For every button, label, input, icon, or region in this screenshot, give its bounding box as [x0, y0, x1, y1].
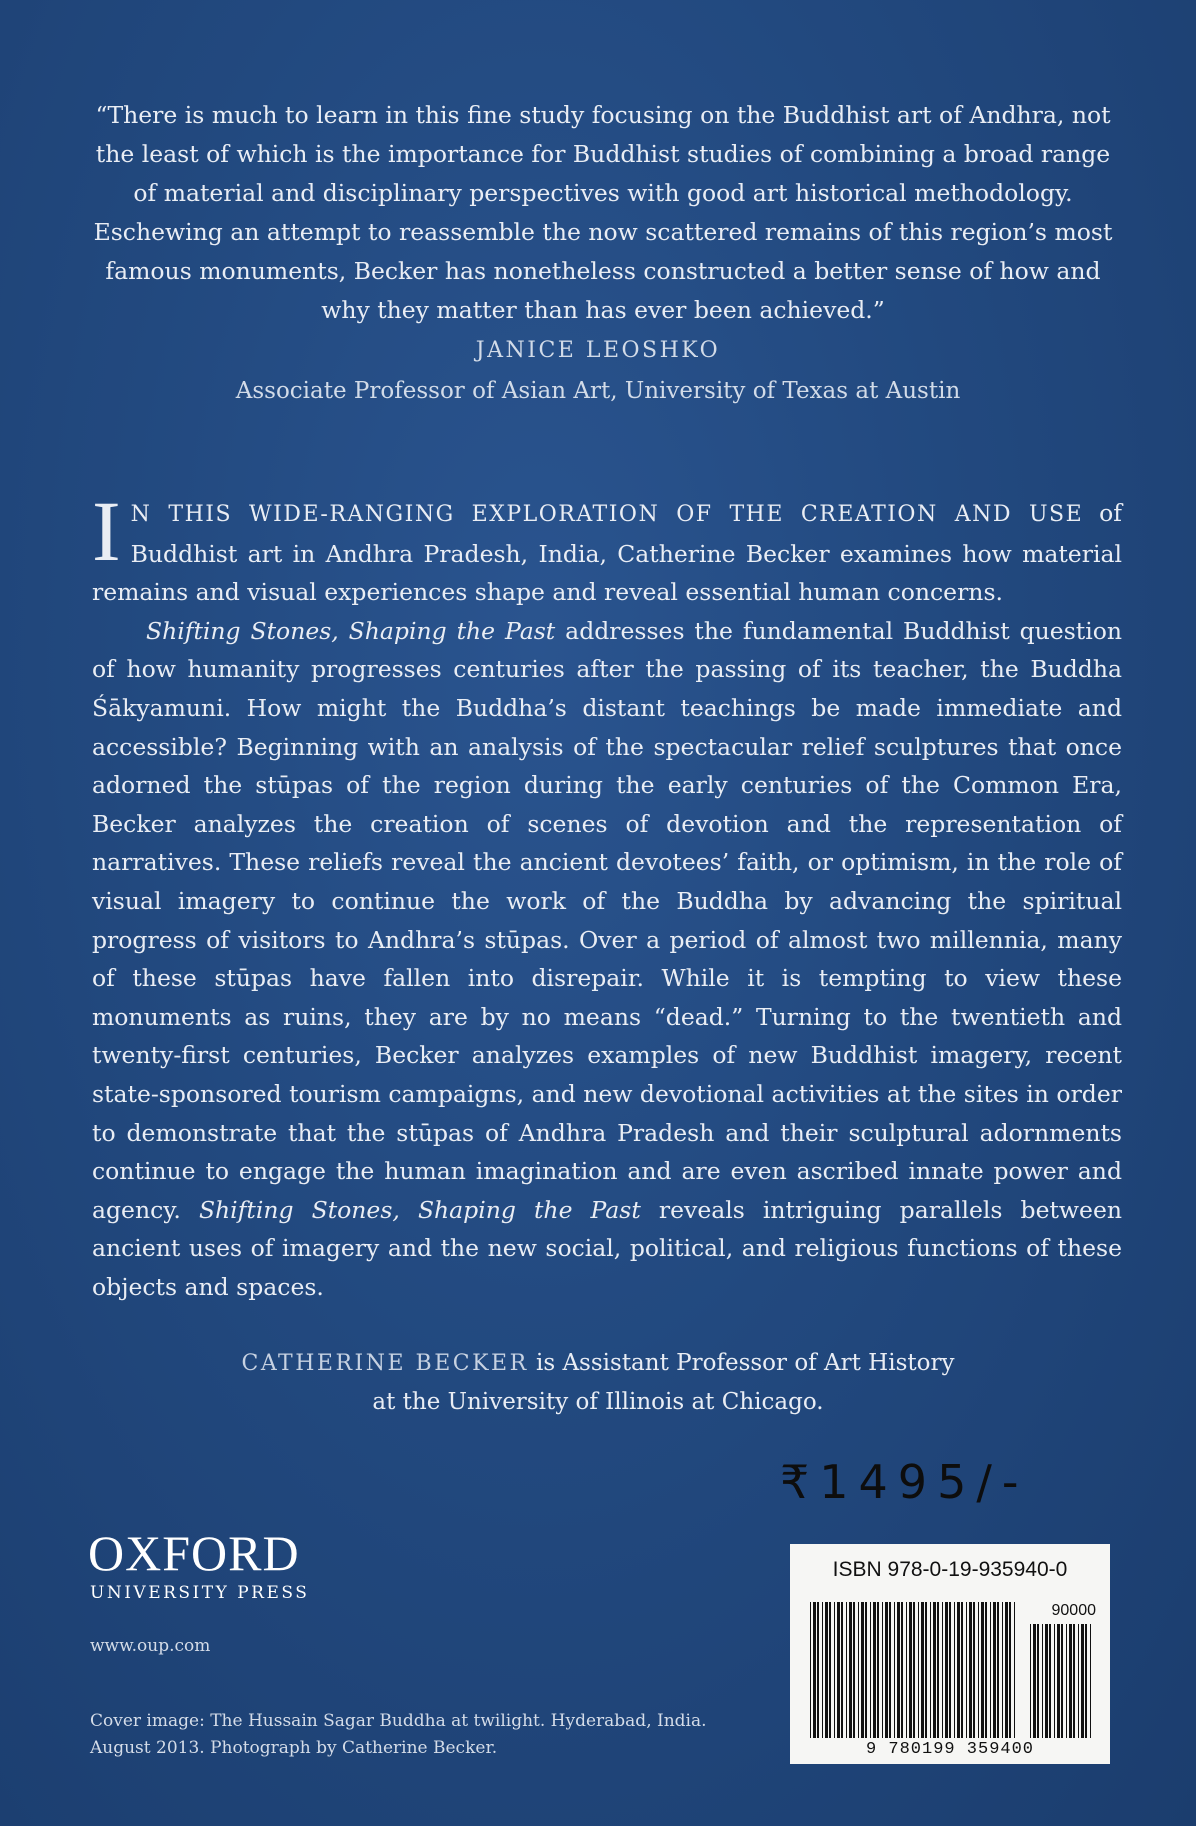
book-title-italic: Shifting Stones, Shaping the Past — [146, 616, 556, 645]
description-paragraph-1 — [92, 483, 1122, 612]
drop-cap: I — [92, 483, 121, 579]
description-lead: N THIS WIDE-RANGING EXPLORATION OF THE CREATION AND USE — [130, 502, 1084, 527]
description-para2-text-a: addresses the fundamental Buddhist question of how humanity progresses centuries after the passing of its teacher, the Buddha Śākyamuni. How might the Buddha’s distant teachings be made immediate and accessible? Beginning with an analysis of the spectacular relief sculptures that once adorned the stūpas of the region during the early centuries of the Common Era, Becker analyzes the creation of scenes of devotion and the representation of narratives. These reliefs reveal the ancient devotees’ faith, or optimism, in the role of visual imagery to continue the work of the Buddha by advancing the spiritual progress of visitors to Andhra’s stūpas. Over a period of almost two millennia, many of these stūpas have fallen into disrepair. While it is tempting to view these monuments as ruins, they are by no means “dead.” Turning to the twentieth and twenty-first centuries, Becker analyzes examples of new Buddhist imagery, recent state-sponsored tourism campaigns, and new devotional activities at the sites in order to demonstrate that the stūpas of Andhra Pradesh and their sculptural adornments continue to engage the human imagination and are even ascribed innate power and agency. — [92, 616, 1123, 1224]
addon-barcode-icon — [1028, 1624, 1094, 1738]
publisher-website[interactable]: www.oup.com — [90, 1636, 211, 1656]
description-para1-text: of Buddhist art in Andhra Pradesh, India, Catherine Becker examines how material remains and visual experiences shape and reveal essential human concerns. — [92, 499, 1122, 607]
author-bio-line-1 — [0, 1344, 1196, 1383]
endorsement-quote: “There is much to learn in this fine study focusing on the Buddhist art of Andhra, not the least of which is the importance for Buddhist studies of combining a broad range of material and disciplinary perspectives with good art historical methodology. Eschewing an attempt to reassemble the now scattered remains of this region’s most famous monuments, Becker has nonetheless constructed a better sense of how and why they matter than has ever been achieved.” — [93, 101, 1113, 324]
barcode-digits: 9 780199 359400 — [865, 1740, 1035, 1759]
author-bio — [0, 1344, 1196, 1422]
oxford-logo: OXFORD — [88, 1525, 300, 1581]
description-para2-text-b: reveals intriguing parallels between ancient uses of imagery and the new social, political, and religious functions of these objects and spaces. — [92, 1195, 1123, 1301]
handwritten-price: ₹1495/- — [780, 1455, 1029, 1509]
book-title-italic-2: Shifting Stones, Shaping the Past — [198, 1195, 641, 1224]
cover-credit — [90, 1708, 730, 1762]
barcode-panel — [790, 1544, 1110, 1764]
author-bio-line-2: at the University of Illinois at Chicago. — [372, 1389, 824, 1415]
author-bio-rest: is Assistant Professor of Art History — [528, 1350, 955, 1376]
isbn-label: ISBN 978-0-19-935940-0 — [832, 1558, 1068, 1581]
author-name: CATHERINE BECKER — [241, 1351, 529, 1376]
cover-credit-line-1: Cover image: The Hussain Sagar Buddha at twilight. Hyderabad, India. — [90, 1711, 707, 1731]
cover-credit-line-2: August 2013. Photograph by Catherine Becker. — [90, 1738, 498, 1758]
endorsement-title: Associate Professor of Asian Art, University of Texas at Austin — [235, 378, 961, 404]
oxford-logo-subtitle: UNIVERSITY PRESS — [90, 1583, 310, 1603]
barcode-icon — [808, 1602, 1018, 1738]
book-description — [92, 483, 1123, 1306]
endorsement-name: JANICE LEOSHKO — [475, 338, 721, 363]
barcode-price-code: 90000 — [1051, 1602, 1096, 1619]
description-paragraph-2 — [92, 612, 1122, 1307]
